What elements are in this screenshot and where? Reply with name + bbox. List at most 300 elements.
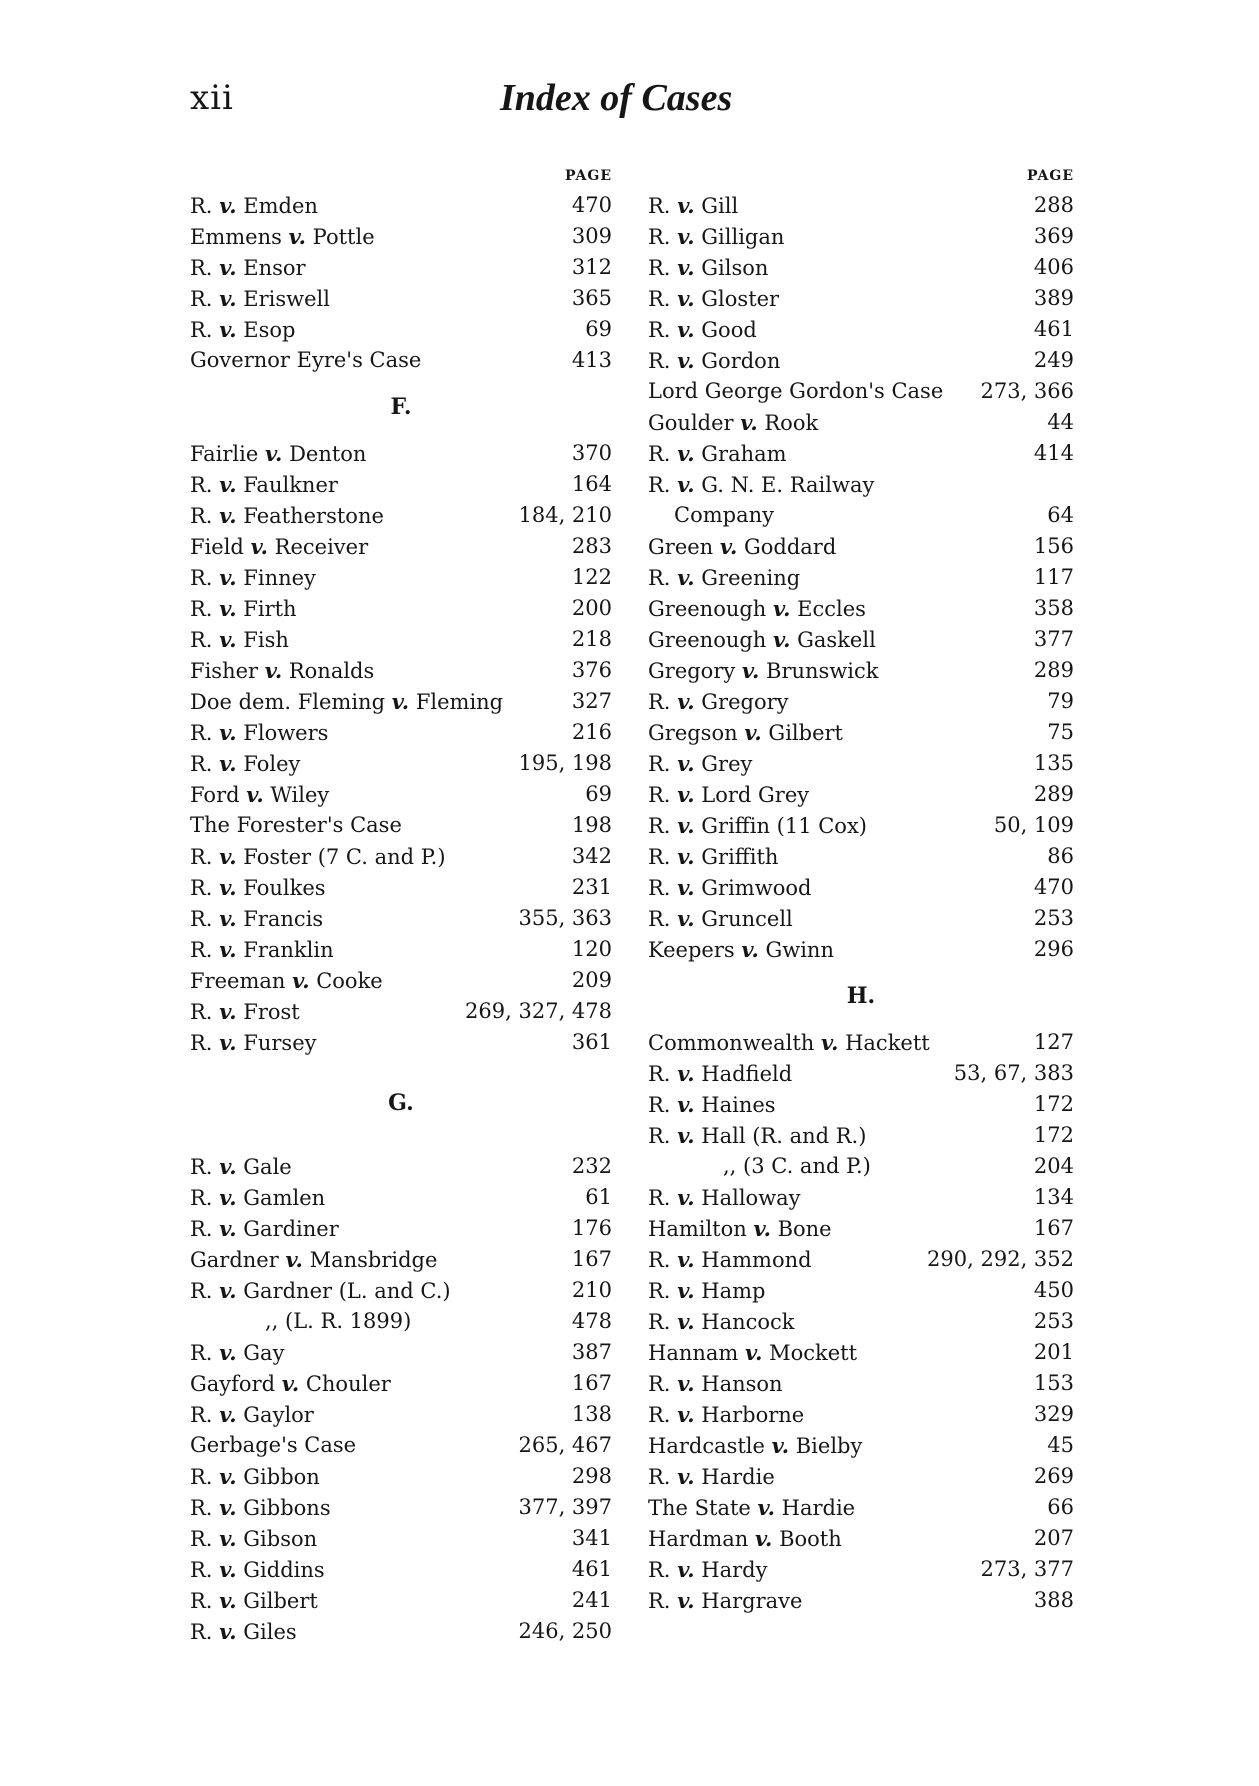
party-first: Commonwealth	[648, 1031, 815, 1055]
versus: v.	[264, 441, 283, 466]
page-references: 79	[1047, 689, 1074, 713]
party-second: Foulkes	[243, 876, 326, 900]
case-name	[674, 500, 774, 531]
versus: v.	[677, 1061, 695, 1086]
section-letter-text: H.	[846, 983, 876, 1009]
party-first: R.	[190, 1465, 213, 1489]
party-first: R.	[648, 1403, 671, 1427]
versus: v.	[677, 1278, 695, 1303]
page-references: 218	[571, 627, 612, 651]
page-references: 120	[571, 937, 612, 961]
versus: v.	[773, 627, 791, 652]
case-name	[648, 345, 780, 377]
party-second: Gamlen	[243, 1186, 326, 1210]
case-name	[190, 1213, 339, 1245]
versus: v.	[677, 782, 695, 807]
page-references: 461	[1033, 317, 1074, 341]
page-references: 69	[585, 782, 612, 806]
page-references: 134	[1033, 1185, 1074, 1209]
party-first: R.	[648, 876, 671, 900]
case-name	[648, 903, 793, 935]
party-second: Good	[701, 318, 757, 342]
party-first: R.	[648, 1279, 671, 1303]
party-second: Hackett	[845, 1031, 930, 1055]
party-second: Grimwood	[701, 876, 812, 900]
versus: v.	[677, 1092, 695, 1117]
versus: v.	[219, 1495, 237, 1520]
index-entry	[648, 1368, 1074, 1399]
index-entry	[648, 593, 1074, 624]
versus: v.	[677, 844, 695, 869]
case-name	[190, 965, 383, 997]
page-references: 66	[1047, 1495, 1074, 1519]
index-column-left	[190, 168, 612, 1647]
party-second: Gibbons	[243, 1496, 331, 1520]
party-first: R.	[190, 1186, 213, 1210]
index-entry	[190, 841, 612, 872]
party-second: Fleming	[415, 690, 504, 714]
page-references: 253	[1033, 1309, 1074, 1333]
party-second: Bone	[777, 1217, 832, 1241]
page-references: 176	[571, 1216, 612, 1240]
page-references: 358	[1033, 596, 1074, 620]
case-name	[648, 531, 836, 563]
party-second: Griffith	[701, 845, 779, 869]
case-name	[648, 283, 779, 315]
party-second: Grey	[701, 752, 753, 776]
party-first: R.	[190, 194, 213, 218]
page-references: 341	[571, 1526, 612, 1550]
party-first: Gregson	[648, 721, 738, 745]
page-references: 172	[1033, 1092, 1074, 1116]
party-second: Emden	[243, 194, 318, 218]
case-name	[648, 717, 843, 749]
case-name	[190, 1182, 325, 1214]
party-first: R.	[190, 1403, 213, 1427]
index-entry	[648, 1027, 1074, 1058]
case-name	[648, 841, 778, 873]
case-name	[190, 562, 316, 594]
index-entry	[190, 965, 612, 996]
versus: v.	[219, 1185, 237, 1210]
index-entry	[648, 1151, 1074, 1182]
party-second: Ensor	[243, 256, 306, 280]
index-entry	[190, 500, 612, 531]
versus: v.	[219, 1619, 237, 1644]
index-entry	[648, 934, 1074, 965]
versus: v.	[677, 1309, 695, 1334]
party-first: Freeman	[190, 969, 286, 993]
index-entry	[648, 500, 1074, 531]
versus: v.	[219, 1340, 237, 1365]
versus: v.	[677, 193, 695, 218]
index-entry	[648, 717, 1074, 748]
party-first: R.	[190, 721, 213, 745]
page-label: PAGE	[565, 168, 612, 184]
page-references: 231	[571, 875, 612, 899]
page-references: 414	[1033, 441, 1074, 465]
party-first: Gardner	[190, 1248, 279, 1272]
case-name	[190, 438, 366, 470]
versus: v.	[219, 596, 237, 621]
page-references: 172	[1033, 1123, 1074, 1147]
page-references: 86	[1047, 844, 1074, 868]
case-name	[648, 810, 867, 842]
party-first: Company	[674, 503, 774, 527]
versus: v.	[740, 410, 758, 435]
versus: v.	[677, 1557, 695, 1582]
versus: v.	[677, 1464, 695, 1489]
index-entry	[648, 252, 1074, 283]
page-references: 167	[571, 1247, 612, 1271]
party-first: R.	[190, 907, 213, 931]
case-name	[190, 469, 338, 501]
case-name	[648, 1120, 866, 1152]
page-references: 329	[1033, 1402, 1074, 1426]
party-first: R.	[648, 1558, 671, 1582]
page-references: 461	[571, 1557, 612, 1581]
versus: v.	[677, 1247, 695, 1272]
page-references: 75	[1047, 720, 1074, 744]
party-first: R.	[648, 1186, 671, 1210]
party-first: R.	[648, 1372, 671, 1396]
case-name	[648, 221, 784, 253]
versus: v.	[719, 534, 738, 559]
party-first: R.	[648, 1248, 671, 1272]
index-entry	[648, 376, 1074, 407]
case-name	[648, 1027, 930, 1059]
index-entry	[648, 1523, 1074, 1554]
party-second: Fish	[243, 628, 289, 652]
party-second: Gale	[243, 1155, 292, 1179]
party-first: R.	[190, 1000, 213, 1024]
versus: v.	[219, 751, 237, 776]
index-entry	[190, 686, 612, 717]
versus: v.	[219, 875, 237, 900]
index-entry	[190, 1554, 612, 1585]
section-letter	[648, 965, 1074, 1027]
party-first: Doe dem. Fleming	[190, 690, 386, 714]
versus: v.	[753, 1216, 771, 1241]
index-entry	[190, 1492, 612, 1523]
party-first: R.	[648, 473, 671, 497]
section-letter	[190, 376, 612, 438]
page-references: 204	[1033, 1154, 1074, 1178]
party-first: R.	[648, 225, 671, 249]
case-name	[648, 190, 738, 222]
case-name	[648, 438, 787, 470]
index-entry	[190, 531, 612, 562]
index-entry	[648, 1275, 1074, 1306]
page-references: 365	[571, 286, 612, 310]
index-column-right	[648, 168, 1074, 1616]
party-first: R.	[190, 504, 213, 528]
index-entry	[648, 779, 1074, 810]
page-references: 167	[1033, 1216, 1074, 1240]
case-name	[190, 748, 300, 780]
section-letter-text: G.	[388, 1090, 414, 1116]
party-second: Gruncell	[701, 907, 793, 931]
party-second: Lord Grey	[701, 783, 810, 807]
page-column-heading	[648, 168, 1074, 190]
versus: v.	[219, 193, 237, 218]
page-references: 167	[571, 1371, 612, 1395]
index-entry	[190, 872, 612, 903]
party-second: Harborne	[701, 1403, 805, 1427]
index-entry	[648, 345, 1074, 376]
versus: v.	[677, 1588, 695, 1613]
index-entry	[190, 655, 612, 686]
party-second: Mockett	[769, 1341, 858, 1365]
index-entry	[648, 810, 1074, 841]
versus: v.	[677, 255, 695, 280]
party-first: R.	[648, 845, 671, 869]
page-references: 387	[571, 1340, 612, 1364]
party-first: R.	[190, 628, 213, 652]
party-first: Field	[190, 535, 244, 559]
index-entry	[190, 314, 612, 345]
party-first: Hardcastle	[648, 1434, 765, 1458]
page-references: 269	[1033, 1464, 1074, 1488]
versus: v.	[246, 782, 264, 807]
party-first: R.	[190, 1155, 213, 1179]
page-references: 309	[571, 224, 612, 248]
index-entry	[648, 1306, 1074, 1337]
party-first: Lord George Gordon's Case	[648, 379, 944, 403]
index-entry	[190, 1430, 612, 1461]
party-first: Hamilton	[648, 1217, 747, 1241]
party-second: Gilligan	[701, 225, 785, 249]
party-second: G. N. E. Railway	[701, 473, 875, 497]
index-entry	[648, 1213, 1074, 1244]
party-second: Gilson	[701, 256, 769, 280]
case-name	[190, 717, 328, 749]
page-references: 195, 198	[518, 751, 612, 775]
party-first: R.	[190, 752, 213, 776]
versus: v.	[264, 658, 283, 683]
case-name	[648, 1244, 812, 1276]
party-second: Gaskell	[797, 628, 876, 652]
versus: v.	[219, 999, 237, 1024]
case-name	[190, 1368, 391, 1400]
case-name	[648, 1399, 804, 1431]
page-references: 138	[571, 1402, 612, 1426]
page-references: 470	[1033, 875, 1074, 899]
index-entry	[190, 1027, 612, 1058]
versus: v.	[677, 286, 695, 311]
party-first: R.	[648, 287, 671, 311]
versus: v.	[677, 565, 695, 590]
versus: v.	[677, 906, 695, 931]
page-references: 265, 467	[518, 1433, 612, 1457]
page-references: 200	[571, 596, 612, 620]
page-references: 184, 210	[518, 503, 612, 527]
versus: v.	[219, 565, 237, 590]
versus: v.	[677, 224, 695, 249]
party-second: Foster (7 C. and P.)	[243, 845, 446, 869]
versus: v.	[677, 813, 695, 838]
index-entry	[190, 717, 612, 748]
index-entry	[648, 1585, 1074, 1616]
party-first: Gerbage's Case	[190, 1433, 357, 1457]
party-second: Hall (R. and R.)	[701, 1124, 867, 1148]
party-second: Faulkner	[243, 473, 338, 497]
page-references: 370	[571, 441, 612, 465]
page-references: 122	[571, 565, 612, 589]
party-second: Gibson	[243, 1527, 318, 1551]
party-second: Pottle	[312, 225, 375, 249]
index-entry	[190, 1306, 612, 1337]
versus: v.	[219, 286, 237, 311]
index-entry	[190, 345, 612, 376]
party-first: R.	[648, 690, 671, 714]
case-name	[648, 469, 874, 501]
party-first: Hannam	[648, 1341, 739, 1365]
party-first: R.	[648, 442, 671, 466]
case-name	[190, 190, 318, 222]
index-entry	[190, 593, 612, 624]
case-name	[648, 1523, 842, 1555]
versus: v.	[219, 906, 237, 931]
versus: v.	[677, 441, 695, 466]
party-second: Chouler	[305, 1372, 391, 1396]
page-references: 361	[571, 1030, 612, 1054]
page-references: 355, 363	[518, 906, 612, 930]
party-first: R.	[190, 318, 213, 342]
party-second: Hardy	[701, 1558, 768, 1582]
index-entry	[190, 190, 612, 221]
versus: v.	[288, 224, 306, 249]
index-entry	[190, 221, 612, 252]
index-entry	[648, 748, 1074, 779]
case-name	[190, 655, 374, 687]
case-name	[190, 841, 446, 873]
versus: v.	[677, 689, 695, 714]
party-second: Firth	[243, 597, 297, 621]
case-name	[190, 345, 421, 376]
case-name	[648, 748, 752, 780]
page-references: 413	[571, 348, 612, 372]
page-references: 45	[1047, 1433, 1074, 1457]
index-entry	[190, 1585, 612, 1616]
index-entry	[190, 1182, 612, 1213]
case-name	[648, 1089, 776, 1121]
case-name	[265, 1306, 411, 1337]
index-entry	[190, 469, 612, 500]
party-second: Hadfield	[701, 1062, 793, 1086]
case-name	[190, 810, 402, 841]
party-second: Booth	[779, 1527, 842, 1551]
versus: v.	[219, 472, 237, 497]
case-name	[190, 500, 384, 532]
case-name	[648, 655, 879, 687]
page-references: 69	[585, 317, 612, 341]
versus: v.	[677, 317, 695, 342]
index-entry	[648, 1461, 1074, 1492]
page-references: 289	[1033, 782, 1074, 806]
index-entry	[648, 1058, 1074, 1089]
versus: v.	[741, 658, 760, 683]
index-entry	[648, 903, 1074, 934]
versus: v.	[219, 1030, 237, 1055]
case-name	[190, 1492, 331, 1524]
versus: v.	[744, 720, 762, 745]
party-second: Goddard	[743, 535, 837, 559]
versus: v.	[219, 1154, 237, 1179]
page-references: 209	[571, 968, 612, 992]
party-first: ,, (L. R. 1899)	[265, 1309, 412, 1333]
page-references: 216	[571, 720, 612, 744]
versus: v.	[757, 1495, 775, 1520]
versus: v.	[391, 689, 410, 714]
party-first: The Forester's Case	[190, 813, 402, 837]
case-name	[648, 1461, 775, 1493]
party-first: Gregory	[648, 659, 736, 683]
case-name	[190, 1554, 325, 1586]
party-first: Green	[648, 535, 714, 559]
party-second: Gordon	[701, 349, 781, 373]
index-entry	[190, 283, 612, 314]
versus: v.	[219, 1278, 237, 1303]
index-entry	[190, 1213, 612, 1244]
party-first: R.	[190, 1496, 213, 1520]
page-references: 478	[571, 1309, 612, 1333]
case-name	[190, 1523, 317, 1555]
party-second: Greening	[701, 566, 801, 590]
case-name	[648, 779, 809, 811]
versus: v.	[219, 1557, 237, 1582]
case-name	[190, 593, 297, 625]
party-second: Finney	[243, 566, 316, 590]
case-name	[190, 1461, 320, 1493]
party-first: R.	[648, 318, 671, 342]
index-entry	[648, 562, 1074, 593]
versus: v.	[219, 1464, 237, 1489]
party-first: R.	[648, 752, 671, 776]
party-first: Fairlie	[190, 442, 259, 466]
case-name	[648, 1182, 801, 1214]
party-second: Hammond	[701, 1248, 812, 1272]
section-letter	[190, 1058, 612, 1151]
party-second: Ronalds	[288, 659, 375, 683]
party-first: R.	[190, 938, 213, 962]
case-name	[190, 1430, 356, 1461]
page-references: 377, 397	[518, 1495, 612, 1519]
case-name	[648, 1275, 765, 1307]
versus: v.	[677, 875, 695, 900]
versus: v.	[292, 968, 310, 993]
page-references: 201	[1033, 1340, 1074, 1364]
versus: v.	[677, 1371, 695, 1396]
versus: v.	[219, 720, 237, 745]
party-second: Haines	[701, 1093, 776, 1117]
party-first: R.	[648, 1093, 671, 1117]
page-references: 269, 327, 478	[465, 999, 612, 1023]
case-name	[648, 872, 811, 904]
page-references: 210	[571, 1278, 612, 1302]
party-first: R.	[190, 1031, 213, 1055]
page-references: 389	[1033, 286, 1074, 310]
index-entry	[648, 1244, 1074, 1275]
index-entry	[648, 1554, 1074, 1585]
case-name	[190, 903, 323, 935]
page-column-heading	[190, 168, 612, 190]
party-second: Hardie	[781, 1496, 856, 1520]
party-second: Gloster	[701, 287, 780, 311]
case-name	[190, 624, 289, 656]
party-second: Hancock	[701, 1310, 795, 1334]
party-second: Hanson	[701, 1372, 783, 1396]
